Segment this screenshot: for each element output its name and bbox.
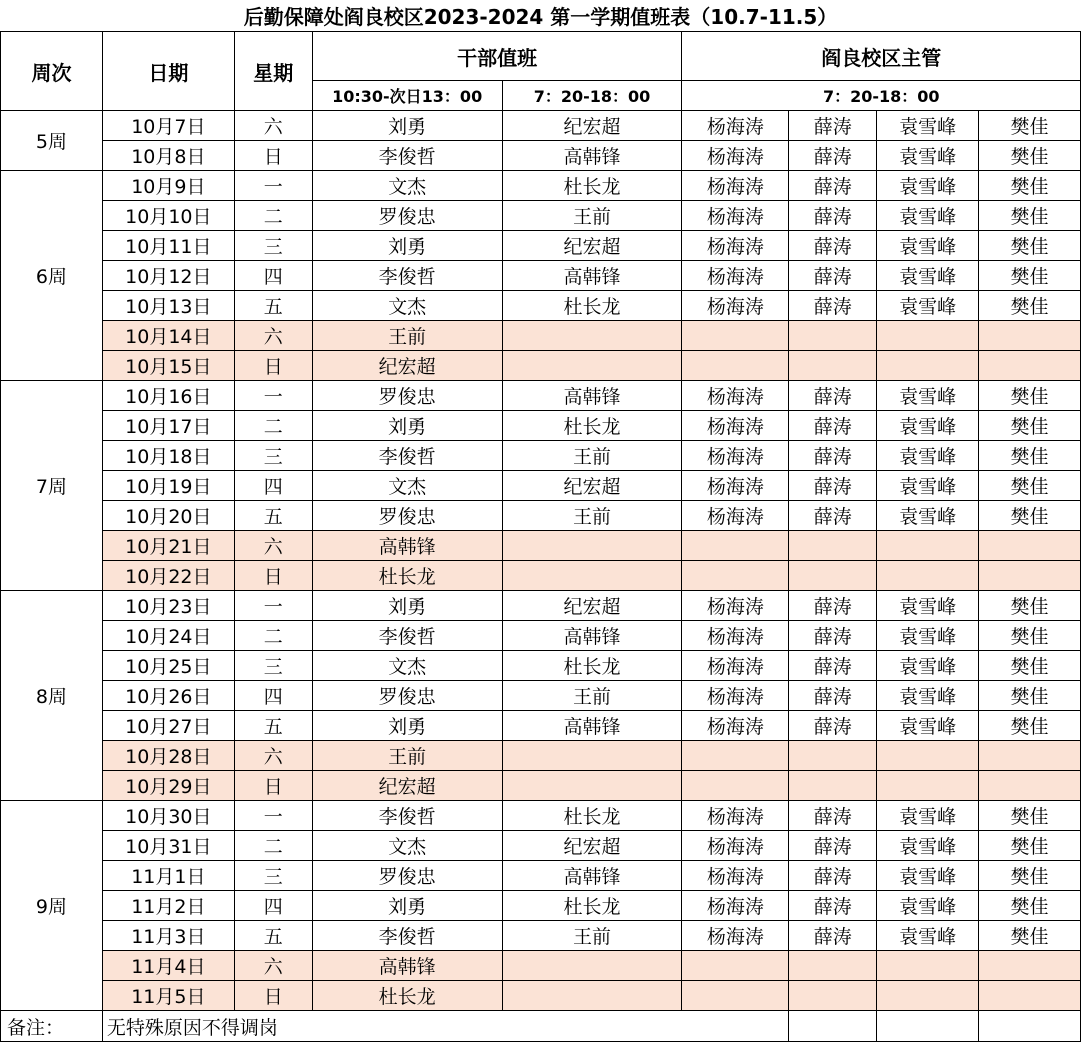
table-row: [1, 951, 1081, 981]
supervisor-cell: 袁雪峰: [877, 201, 979, 231]
supervisor-cell: 袁雪峰: [877, 891, 979, 921]
date-cell: 10月27日: [102, 711, 234, 741]
supervisor-cell: 薛涛: [789, 201, 877, 231]
supervisor-cell: [789, 561, 877, 591]
weekday-cell: 三: [234, 231, 312, 261]
table-row: [1, 681, 1081, 711]
supervisor-cell: 樊佳: [979, 711, 1081, 741]
supervisor-cell: 袁雪峰: [877, 171, 979, 201]
date-cell: 10月22日: [102, 561, 234, 591]
date-cell: 10月17日: [102, 411, 234, 441]
table-row: [1, 321, 1081, 351]
table-row: [1, 711, 1081, 741]
supervisor-cell: [789, 531, 877, 561]
supervisor-cell: 薛涛: [789, 591, 877, 621]
supervisor-cell: 薛涛: [789, 651, 877, 681]
supervisor-cell: [789, 351, 877, 381]
supervisor-cell: [682, 531, 789, 561]
supervisor-cell: 樊佳: [979, 621, 1081, 651]
supervisor-cell: 薛涛: [789, 801, 877, 831]
week-label: 7周: [1, 381, 103, 591]
supervisor-cell: [979, 321, 1081, 351]
date-cell: 10月15日: [102, 351, 234, 381]
header-date: 日期: [102, 32, 234, 111]
date-cell: 10月18日: [102, 441, 234, 471]
supervisor-cell: 袁雪峰: [877, 651, 979, 681]
supervisor-cell: 袁雪峰: [877, 681, 979, 711]
date-cell: 10月20日: [102, 501, 234, 531]
supervisor-cell: [682, 951, 789, 981]
supervisor-cell: 袁雪峰: [877, 261, 979, 291]
supervisor-cell: [877, 981, 979, 1011]
supervisor-cell: [877, 951, 979, 981]
supervisor-cell: 樊佳: [979, 591, 1081, 621]
supervisor-cell: 杨海涛: [682, 441, 789, 471]
supervisor-cell: 薛涛: [789, 141, 877, 171]
supervisor-cell: 薛涛: [789, 291, 877, 321]
cadre-duty-2-cell: 纪宏超: [502, 591, 682, 621]
weekday-cell: 二: [234, 201, 312, 231]
supervisor-cell: 樊佳: [979, 891, 1081, 921]
cadre-duty-1-cell: 纪宏超: [312, 351, 502, 381]
supervisor-cell: 薛涛: [789, 861, 877, 891]
cadre-duty-2-cell: 杜长龙: [502, 291, 682, 321]
supervisor-cell: [682, 321, 789, 351]
supervisor-cell: [877, 771, 979, 801]
supervisor-cell: [877, 351, 979, 381]
weekday-cell: 二: [234, 411, 312, 441]
supervisor-cell: 樊佳: [979, 861, 1081, 891]
supervisor-cell: 樊佳: [979, 441, 1081, 471]
supervisor-cell: 杨海涛: [682, 381, 789, 411]
supervisor-cell: 樊佳: [979, 231, 1081, 261]
supervisor-cell: 樊佳: [979, 261, 1081, 291]
weekday-cell: 六: [234, 741, 312, 771]
cadre-duty-2-cell: 杜长龙: [502, 411, 682, 441]
weekday-cell: 四: [234, 471, 312, 501]
supervisor-cell: [877, 531, 979, 561]
date-cell: 10月19日: [102, 471, 234, 501]
supervisor-cell: 樊佳: [979, 651, 1081, 681]
cadre-duty-2-cell: 高韩锋: [502, 621, 682, 651]
cadre-duty-2-cell: 纪宏超: [502, 471, 682, 501]
date-cell: 10月14日: [102, 321, 234, 351]
cadre-duty-1-cell: 文杰: [312, 831, 502, 861]
supervisor-cell: 袁雪峰: [877, 381, 979, 411]
table-row: [1, 291, 1081, 321]
supervisor-cell: 薛涛: [789, 891, 877, 921]
supervisor-cell: [979, 981, 1081, 1011]
date-cell: 11月4日: [102, 951, 234, 981]
supervisor-cell: 薛涛: [789, 831, 877, 861]
table-row: [1, 771, 1081, 801]
table-row: [1, 981, 1081, 1011]
weekday-cell: 四: [234, 681, 312, 711]
supervisor-cell: 杨海涛: [682, 681, 789, 711]
supervisor-cell: 袁雪峰: [877, 921, 979, 951]
note-row: [1, 1011, 1081, 1042]
weekday-cell: 二: [234, 621, 312, 651]
date-cell: 10月30日: [102, 801, 234, 831]
date-cell: 10月13日: [102, 291, 234, 321]
cadre-duty-2-cell: 杜长龙: [502, 171, 682, 201]
supervisor-cell: 薛涛: [789, 381, 877, 411]
date-cell: 10月29日: [102, 771, 234, 801]
supervisor-cell: 袁雪峰: [877, 441, 979, 471]
supervisor-cell: 樊佳: [979, 921, 1081, 951]
weekday-cell: 三: [234, 651, 312, 681]
note-blank-cell: [979, 1011, 1081, 1042]
cadre-duty-1-cell: 王前: [312, 321, 502, 351]
cadre-duty-1-cell: 王前: [312, 741, 502, 771]
cadre-duty-1-cell: 李俊哲: [312, 921, 502, 951]
table-row: [1, 921, 1081, 951]
supervisor-cell: [979, 741, 1081, 771]
supervisor-cell: [877, 561, 979, 591]
supervisor-cell: [979, 561, 1081, 591]
duty-roster-table: [0, 31, 1081, 1042]
supervisor-cell: 杨海涛: [682, 471, 789, 501]
header-cadre-duty: 干部值班: [312, 32, 682, 81]
weekday-cell: 四: [234, 261, 312, 291]
supervisor-cell: 薛涛: [789, 111, 877, 141]
date-cell: 10月11日: [102, 231, 234, 261]
date-cell: 10月24日: [102, 621, 234, 651]
page-title: 后勤保障处阎良校区2023-2024 第一学期值班表（10.7-11.5）: [243, 5, 838, 29]
cadre-duty-1-cell: 杜长龙: [312, 561, 502, 591]
weekday-cell: 五: [234, 291, 312, 321]
supervisor-cell: 樊佳: [979, 111, 1081, 141]
weekday-cell: 日: [234, 771, 312, 801]
cadre-duty-2-cell: 高韩锋: [502, 861, 682, 891]
cadre-duty-1-cell: 李俊哲: [312, 141, 502, 171]
cadre-duty-2-cell: 高韩锋: [502, 141, 682, 171]
weekday-cell: 日: [234, 981, 312, 1011]
weekday-cell: 二: [234, 831, 312, 861]
table-row: [1, 741, 1081, 771]
cadre-duty-1-cell: 罗俊忠: [312, 381, 502, 411]
date-cell: 11月2日: [102, 891, 234, 921]
supervisor-cell: 杨海涛: [682, 171, 789, 201]
supervisor-cell: 杨海涛: [682, 831, 789, 861]
cadre-duty-1-cell: 刘勇: [312, 231, 502, 261]
supervisor-cell: [789, 321, 877, 351]
supervisor-cell: 杨海涛: [682, 411, 789, 441]
cadre-duty-2-cell: 王前: [502, 201, 682, 231]
date-cell: 10月31日: [102, 831, 234, 861]
date-cell: 10月28日: [102, 741, 234, 771]
note-blank-cell: [789, 1011, 877, 1042]
weekday-cell: 六: [234, 951, 312, 981]
supervisor-cell: 杨海涛: [682, 711, 789, 741]
date-cell: 10月26日: [102, 681, 234, 711]
note-label: 备注：: [1, 1011, 103, 1042]
supervisor-cell: [979, 531, 1081, 561]
cadre-duty-1-cell: 高韩锋: [312, 531, 502, 561]
supervisor-cell: 樊佳: [979, 201, 1081, 231]
cadre-duty-1-cell: 文杰: [312, 651, 502, 681]
supervisor-cell: 袁雪峰: [877, 831, 979, 861]
supervisor-cell: 薛涛: [789, 231, 877, 261]
supervisor-cell: 杨海涛: [682, 231, 789, 261]
cadre-duty-2-cell: 王前: [502, 681, 682, 711]
cadre-duty-1-cell: 文杰: [312, 291, 502, 321]
weekday-cell: 一: [234, 591, 312, 621]
weekday-cell: 日: [234, 141, 312, 171]
table-row: [1, 801, 1081, 831]
cadre-duty-1-cell: 罗俊忠: [312, 501, 502, 531]
table-row: [1, 531, 1081, 561]
supervisor-cell: [789, 771, 877, 801]
cadre-duty-1-cell: 罗俊忠: [312, 681, 502, 711]
supervisor-cell: [682, 351, 789, 381]
cadre-duty-2-cell: 王前: [502, 501, 682, 531]
cadre-duty-2-cell: 纪宏超: [502, 231, 682, 261]
supervisor-cell: 樊佳: [979, 831, 1081, 861]
supervisor-cell: 杨海涛: [682, 111, 789, 141]
table-row: [1, 621, 1081, 651]
weekday-cell: 五: [234, 501, 312, 531]
header-campus-supervisor: 阎良校区主管: [682, 32, 1081, 81]
header-week: 周次: [1, 32, 103, 111]
supervisor-cell: 杨海涛: [682, 921, 789, 951]
supervisor-cell: 樊佳: [979, 501, 1081, 531]
date-cell: 11月3日: [102, 921, 234, 951]
supervisor-cell: 袁雪峰: [877, 471, 979, 501]
table-row: [1, 111, 1081, 141]
table-row: [1, 351, 1081, 381]
note-text: 无特殊原因不得调岗: [102, 1011, 682, 1042]
cadre-duty-2-cell: [502, 531, 682, 561]
date-cell: 10月7日: [102, 111, 234, 141]
weekday-cell: 三: [234, 441, 312, 471]
supervisor-cell: [789, 741, 877, 771]
cadre-duty-1-cell: 李俊哲: [312, 621, 502, 651]
date-cell: 10月10日: [102, 201, 234, 231]
date-cell: 10月9日: [102, 171, 234, 201]
supervisor-cell: 杨海涛: [682, 891, 789, 921]
date-cell: 11月5日: [102, 981, 234, 1011]
supervisor-cell: 杨海涛: [682, 291, 789, 321]
cadre-duty-1-cell: 李俊哲: [312, 441, 502, 471]
week-label: 9周: [1, 801, 103, 1011]
date-cell: 10月12日: [102, 261, 234, 291]
table-row: [1, 561, 1081, 591]
cadre-duty-2-cell: 王前: [502, 441, 682, 471]
note-blank-cell: [877, 1011, 979, 1042]
weekday-cell: 四: [234, 891, 312, 921]
cadre-duty-1-cell: 李俊哲: [312, 261, 502, 291]
supervisor-cell: 薛涛: [789, 501, 877, 531]
supervisor-cell: 杨海涛: [682, 801, 789, 831]
supervisor-cell: [682, 981, 789, 1011]
supervisor-cell: 杨海涛: [682, 621, 789, 651]
cadre-duty-2-cell: 杜长龙: [502, 801, 682, 831]
cadre-duty-1-cell: 文杰: [312, 471, 502, 501]
supervisor-cell: 薛涛: [789, 681, 877, 711]
supervisor-cell: 袁雪峰: [877, 621, 979, 651]
header-weekday: 星期: [234, 32, 312, 111]
supervisor-cell: 袁雪峰: [877, 801, 979, 831]
supervisor-cell: 薛涛: [789, 921, 877, 951]
supervisor-cell: 袁雪峰: [877, 861, 979, 891]
table-row: [1, 441, 1081, 471]
weekday-cell: 五: [234, 921, 312, 951]
cadre-duty-1-cell: 文杰: [312, 171, 502, 201]
cadre-duty-2-cell: 王前: [502, 921, 682, 951]
cadre-duty-2-cell: 高韩锋: [502, 381, 682, 411]
cadre-duty-2-cell: 杜长龙: [502, 651, 682, 681]
supervisor-cell: 杨海涛: [682, 861, 789, 891]
supervisor-cell: [789, 951, 877, 981]
cadre-duty-1-cell: 杜长龙: [312, 981, 502, 1011]
weekday-cell: 日: [234, 561, 312, 591]
cadre-duty-2-cell: 高韩锋: [502, 261, 682, 291]
table-row: [1, 651, 1081, 681]
cadre-duty-1-cell: 刘勇: [312, 411, 502, 441]
table-row: [1, 891, 1081, 921]
supervisor-cell: 袁雪峰: [877, 111, 979, 141]
weekday-cell: 三: [234, 861, 312, 891]
supervisor-cell: 樊佳: [979, 801, 1081, 831]
supervisor-cell: 薛涛: [789, 711, 877, 741]
cadre-duty-1-cell: 刘勇: [312, 891, 502, 921]
supervisor-cell: 杨海涛: [682, 141, 789, 171]
supervisor-cell: [979, 951, 1081, 981]
supervisor-cell: 樊佳: [979, 381, 1081, 411]
supervisor-cell: 袁雪峰: [877, 711, 979, 741]
cadre-duty-2-cell: [502, 951, 682, 981]
table-row: [1, 381, 1081, 411]
cadre-duty-2-cell: 纪宏超: [502, 111, 682, 141]
cadre-duty-1-cell: 高韩锋: [312, 951, 502, 981]
supervisor-cell: [789, 981, 877, 1011]
date-cell: 10月23日: [102, 591, 234, 621]
week-label: 8周: [1, 591, 103, 801]
cadre-duty-1-cell: 刘勇: [312, 111, 502, 141]
supervisor-cell: 杨海涛: [682, 651, 789, 681]
supervisor-cell: 樊佳: [979, 291, 1081, 321]
supervisor-cell: 薛涛: [789, 171, 877, 201]
supervisor-cell: 樊佳: [979, 681, 1081, 711]
cadre-duty-1-cell: 李俊哲: [312, 801, 502, 831]
cadre-duty-1-cell: 刘勇: [312, 711, 502, 741]
supervisor-cell: 袁雪峰: [877, 501, 979, 531]
supervisor-cell: 袁雪峰: [877, 141, 979, 171]
supervisor-cell: [877, 741, 979, 771]
cadre-duty-2-cell: 高韩锋: [502, 711, 682, 741]
cadre-duty-2-cell: [502, 351, 682, 381]
week-label: 5周: [1, 111, 103, 171]
table-row: [1, 201, 1081, 231]
weekday-cell: 五: [234, 711, 312, 741]
supervisor-cell: [979, 351, 1081, 381]
date-cell: 10月25日: [102, 651, 234, 681]
weekday-cell: 日: [234, 351, 312, 381]
cadre-duty-2-cell: 杜长龙: [502, 891, 682, 921]
note-blank-cell: [682, 1011, 789, 1042]
date-cell: 11月1日: [102, 861, 234, 891]
cadre-duty-1-cell: 罗俊忠: [312, 201, 502, 231]
header-cadre-shift2: 7：20-18：00: [502, 81, 682, 111]
supervisor-cell: [682, 771, 789, 801]
cadre-duty-2-cell: [502, 771, 682, 801]
supervisor-cell: 薛涛: [789, 621, 877, 651]
supervisor-cell: [877, 321, 979, 351]
table-row: [1, 171, 1081, 201]
supervisor-cell: 薛涛: [789, 441, 877, 471]
supervisor-cell: 杨海涛: [682, 501, 789, 531]
cadre-duty-2-cell: [502, 741, 682, 771]
weekday-cell: 一: [234, 381, 312, 411]
table-row: [1, 861, 1081, 891]
weekday-cell: 六: [234, 531, 312, 561]
supervisor-cell: 袁雪峰: [877, 231, 979, 261]
supervisor-cell: 樊佳: [979, 411, 1081, 441]
weekday-cell: 六: [234, 321, 312, 351]
supervisor-cell: 薛涛: [789, 471, 877, 501]
date-cell: 10月21日: [102, 531, 234, 561]
supervisor-cell: 杨海涛: [682, 201, 789, 231]
table-row: [1, 411, 1081, 441]
table-row: [1, 831, 1081, 861]
header-supervisor-shift: 7：20-18：00: [682, 81, 1081, 111]
date-cell: 10月16日: [102, 381, 234, 411]
cadre-duty-2-cell: 纪宏超: [502, 831, 682, 861]
supervisor-cell: 袁雪峰: [877, 591, 979, 621]
supervisor-cell: [979, 771, 1081, 801]
table-row: [1, 141, 1081, 171]
cadre-duty-2-cell: [502, 561, 682, 591]
date-cell: 10月8日: [102, 141, 234, 171]
supervisor-cell: 杨海涛: [682, 261, 789, 291]
header-cadre-shift1: 10:30-次日13：00: [312, 81, 502, 111]
table-row: [1, 471, 1081, 501]
cadre-duty-1-cell: 纪宏超: [312, 771, 502, 801]
cadre-duty-2-cell: [502, 321, 682, 351]
weekday-cell: 一: [234, 171, 312, 201]
supervisor-cell: 薛涛: [789, 411, 877, 441]
supervisor-cell: 樊佳: [979, 141, 1081, 171]
supervisor-cell: 杨海涛: [682, 591, 789, 621]
table-row: [1, 501, 1081, 531]
table-row: [1, 231, 1081, 261]
supervisor-cell: 袁雪峰: [877, 291, 979, 321]
weekday-cell: 一: [234, 801, 312, 831]
week-label: 6周: [1, 171, 103, 381]
supervisor-cell: [682, 561, 789, 591]
table-row: [1, 261, 1081, 291]
weekday-cell: 六: [234, 111, 312, 141]
cadre-duty-1-cell: 罗俊忠: [312, 861, 502, 891]
supervisor-cell: 袁雪峰: [877, 411, 979, 441]
supervisor-cell: 薛涛: [789, 261, 877, 291]
table-row: [1, 591, 1081, 621]
supervisor-cell: 樊佳: [979, 171, 1081, 201]
cadre-duty-2-cell: [502, 981, 682, 1011]
supervisor-cell: [682, 741, 789, 771]
supervisor-cell: 樊佳: [979, 471, 1081, 501]
cadre-duty-1-cell: 刘勇: [312, 591, 502, 621]
